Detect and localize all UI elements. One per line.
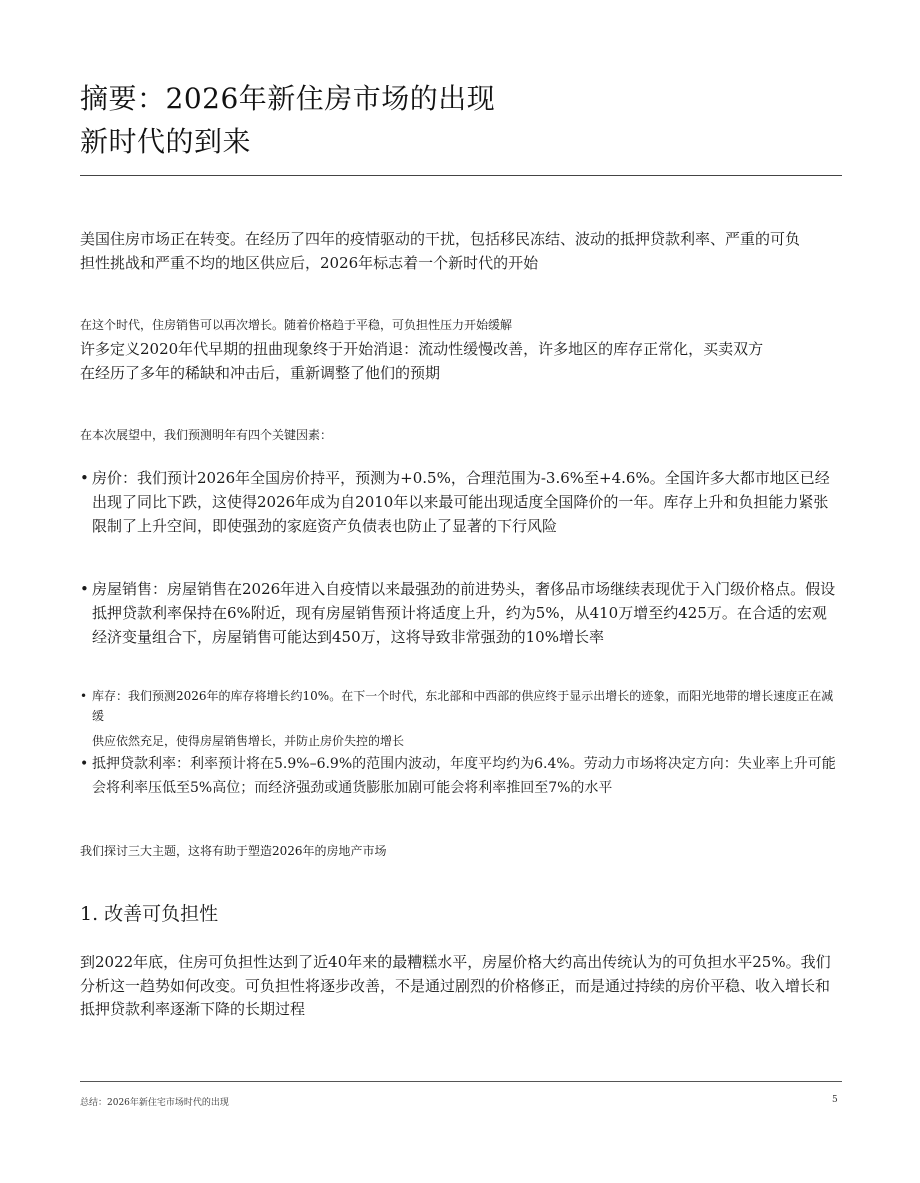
bullet-home-prices-text: 房价：我们预计2026年全国房价持平，预测为+0.5%，合理范围为-3.6%至+4.6%。全国许多大都市地区已经出现了同比下跌，这使得2026年成为自2010年以来最可能出现适度全国降价的一年。库存上升和负担能力紧张限制了上升空间，即使强劲的家庭资产负债表也防止了显著的下行风险 (92, 469, 830, 535)
page-title-line-2: 新时代的到来 (80, 125, 252, 158)
bullet-home-sales (80, 577, 837, 649)
bullet-mortgage-rates-text: 抵押贷款利率：利率预计将在5.9%–6.9%的范围内波动，年度平均约为6.4%。劳动力市场将决定方向：失业率上升可能会将利率压低至5%高位；而经济强劲或通货膨胀加剧可能会将利率推回至7%的水平 (92, 756, 836, 796)
bullet-mortgage-rates (80, 752, 837, 800)
era-summary-large: 许多定义2020年代早期的扭曲现象终于开始消退：流动性缓慢改善，许多地区的库存正常化，买卖双方在经历了多年的稀缺和冲击后，重新调整了他们的预期 (80, 340, 764, 382)
section-heading: 1. 改善可负担性 (80, 903, 219, 925)
bullet-inventory (80, 686, 837, 726)
inventory-continuation: 供应依然充足，使得房屋销售增长，并防止房价失控的增长 (92, 734, 405, 748)
title-divider (80, 175, 842, 176)
footer-divider (80, 1081, 842, 1082)
intro-paragraph: 美国住房市场正在转变。在经历了四年的疫情驱动的干扰，包括移民冻结、波动的抵押贷款利率、严重的可负担性挑战和严重不均的地区供应后，2026年标志着一个新时代的开始 (80, 230, 801, 272)
factors-intro: 在本次展望中，我们预测明年有四个关键因素： (80, 428, 333, 442)
page-title (80, 77, 840, 163)
page-number: 5 (832, 1095, 838, 1105)
section-body: 到2022年底，住房可负担性达到了近40年来的最糟糕水平，房屋价格大约高出传统认为的可负担水平25%。我们分析这一趋势如何改变。可负担性将逐步改善，不是通过剧烈的价格修正，而是通过持续的房价平稳、收入增长和抵押贷款利率逐渐下降的长期过程 (80, 953, 831, 1018)
era-summary-small: 在这个时代，住房销售可以再次增长。随着价格趋于平稳，可负担性压力开始缓解 (80, 318, 513, 332)
footer-title: 总结：2026年新住宅市场时代的出现 (80, 1098, 229, 1108)
bullet-dot-icon: • (80, 689, 88, 703)
bullet-dot-icon: • (80, 756, 89, 772)
bullet-inventory-text: 库存：我们预测2026年的库存将增长约10%。在下一个时代，东北部和中西部的供应终于显示出增长的迹象，而阳光地带的增长速度正在减缓 (92, 689, 834, 723)
page-title-line-1: 摘要：2026年新住房市场的出现 (80, 82, 496, 115)
themes-intro: 我们探讨三大主题，这将有助于塑造2026年的房地产市场 (80, 844, 387, 858)
bullet-dot-icon: • (80, 469, 89, 487)
bullet-dot-icon: • (80, 580, 89, 598)
bullet-home-prices (80, 466, 837, 538)
bullet-home-sales-text: 房屋销售：房屋销售在2026年进入自疫情以来最强劲的前进势头，奢侈品市场继续表现优于入门级价格点。假设抵押贷款利率保持在6%附近，现有房屋销售预计将适度上升，约为5%，从410万增至约425万。在合适的宏观经济变量组合下，房屋销售可能达到450万，这将导致非常强劲的10%增长率 (92, 580, 836, 646)
